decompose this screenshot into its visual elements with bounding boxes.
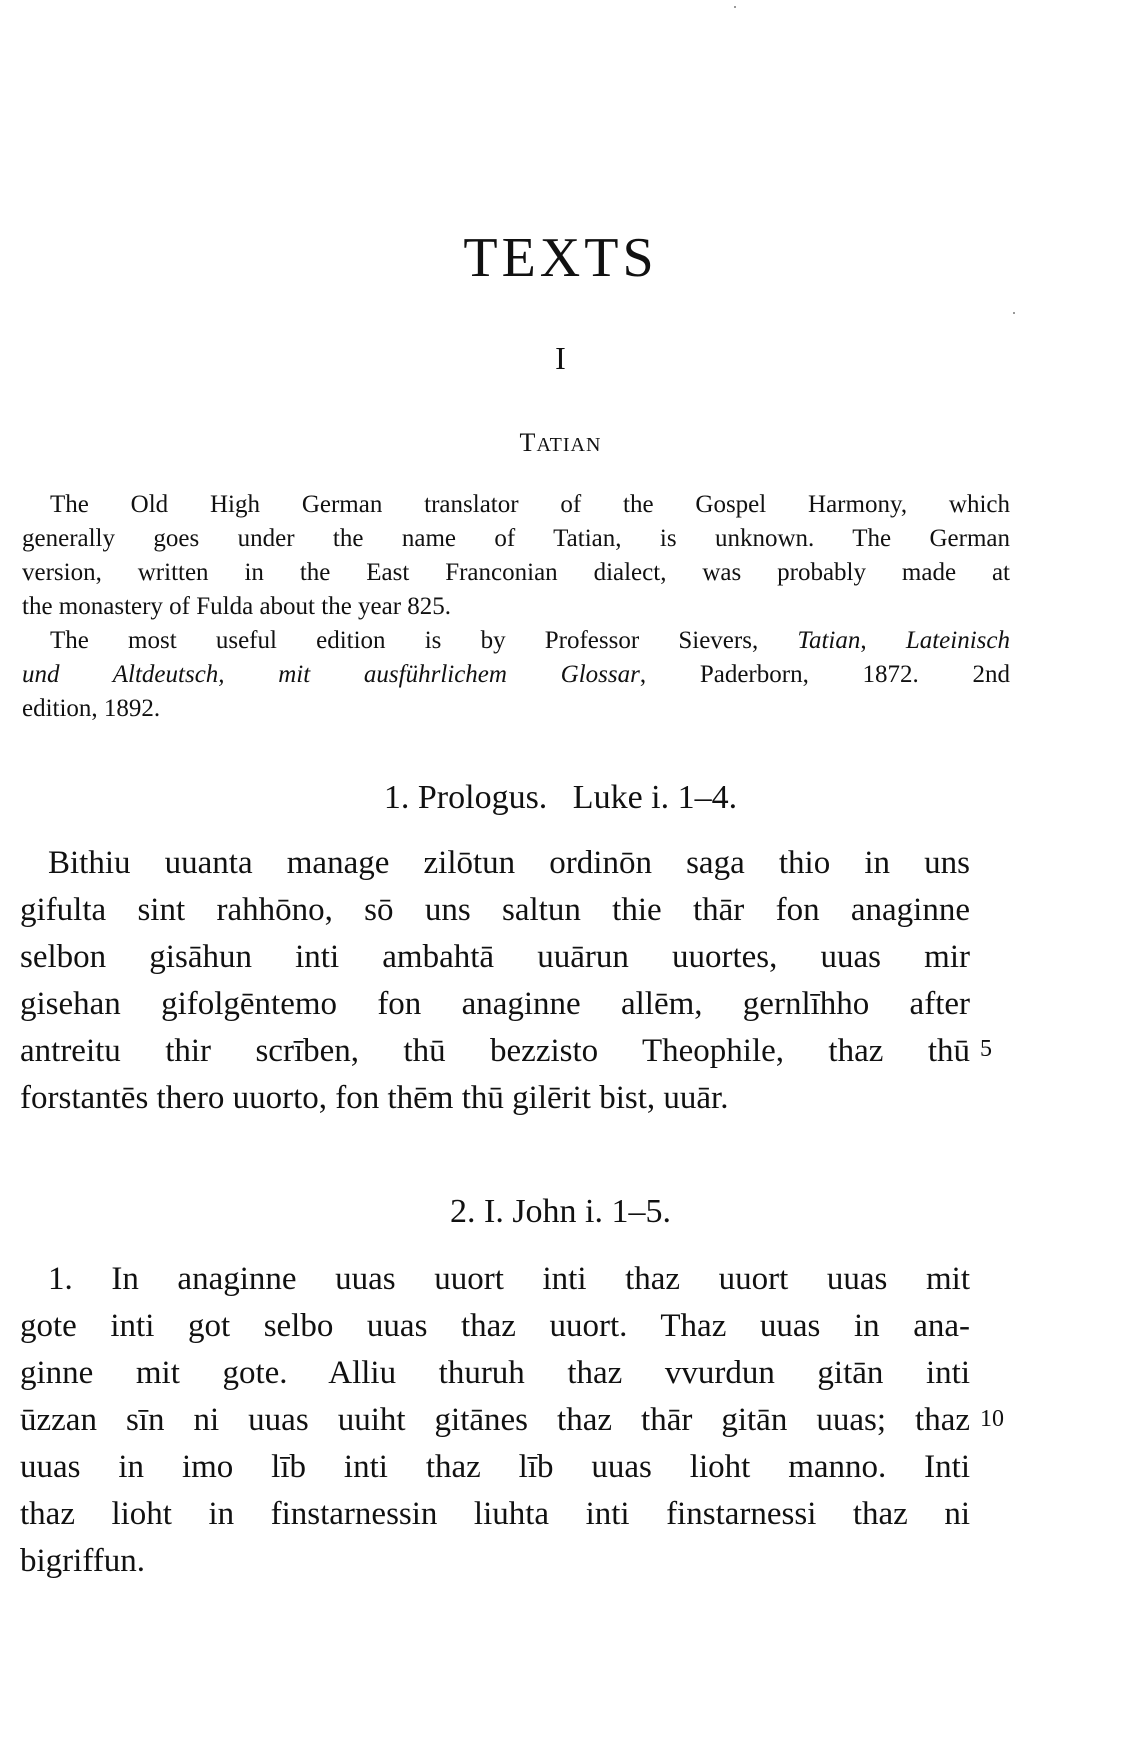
- text-john: [20, 1256, 970, 1596]
- verse-line: bigriffun.: [20, 1543, 145, 1579]
- section-title-rest: ATIAN: [536, 434, 602, 456]
- verse-line: gote inti got selbo uuas thaz uuort. Thaz uuas in ana-: [20, 1308, 970, 1344]
- verse-line: thaz lioht in finstarnessin liuhta inti finstarnessi thaz ni: [20, 1496, 970, 1532]
- intro-line: version, written in the East Franconian dialect, was probably made at: [22, 559, 1010, 586]
- verse-line: forstantēs thero uuorto, fon thēm thū gilērit bist, uuār.: [20, 1080, 729, 1116]
- verse-line: ginne mit gote. Alliu thuruh thaz vvurdun gitān inti: [20, 1355, 970, 1391]
- intro-paragraph: [22, 488, 1010, 758]
- verse-line: Bithiu uuanta manage zilōtun ordinōn saga thio in uns: [48, 845, 970, 881]
- section-title-initial: T: [519, 428, 537, 457]
- line-number: 5: [980, 1036, 992, 1062]
- edition-text: ,: [860, 627, 906, 654]
- section-heading-prologus: 1. Prologus. Luke i. 1–4.: [383, 779, 738, 816]
- edition-line: [22, 624, 1010, 658]
- intro-line: generally goes under the name of Tatian, is unknown. The German: [22, 525, 1010, 552]
- edition-text: , Paderborn, 1872. 2nd: [639, 661, 1010, 688]
- verse-line: gisehan gifolgēntemo fon anaginne allēm, gernlīhho after: [20, 986, 970, 1022]
- section-title: [0, 428, 1121, 460]
- scan-speck: [734, 6, 736, 8]
- verse-line: gifulta sint rahhōno, sō uns saltun thie thār fon anaginne: [20, 892, 970, 928]
- scan-speck: [1013, 312, 1015, 314]
- intro-line: The Old High German translator of the Gospel Harmony, which: [50, 491, 1010, 518]
- verse-line: antreitu thir scrīben, thū bezzisto Theophile, thaz thū: [20, 1033, 970, 1069]
- verse-line: ūzzan sīn ni uuas uuiht gitānes thaz thār gitān uuas; thaz: [20, 1402, 970, 1438]
- line-number: 10: [980, 1406, 1004, 1432]
- section-heading-john: 2. I. John i. 1–5.: [450, 1193, 671, 1230]
- edition-line: edition, 1892.: [22, 695, 161, 722]
- edition-text: The most useful edition is by Professor Sievers,: [50, 627, 798, 654]
- edition-line: [22, 658, 1010, 692]
- page-title: TEXTS: [463, 227, 658, 289]
- edition-title-italic: Lateinisch: [905, 627, 1010, 654]
- verse-line: selbon gisāhun inti ambahtā uuārun uuortes, uuas mir: [20, 939, 970, 975]
- edition-title-italic: und Altdeutsch, mit ausführlichem Glossar: [22, 661, 640, 688]
- part-number: I: [555, 340, 566, 376]
- verse-line: 1. In anaginne uuas uuort inti thaz uuort uuas mit: [48, 1261, 970, 1297]
- verse-line: uuas in imo līb inti thaz līb uuas lioht manno. Inti: [20, 1449, 970, 1485]
- intro-line: the monastery of Fulda about the year 825.: [22, 593, 452, 620]
- edition-title-italic: Tatian: [797, 627, 861, 654]
- text-prologus: [20, 840, 970, 1140]
